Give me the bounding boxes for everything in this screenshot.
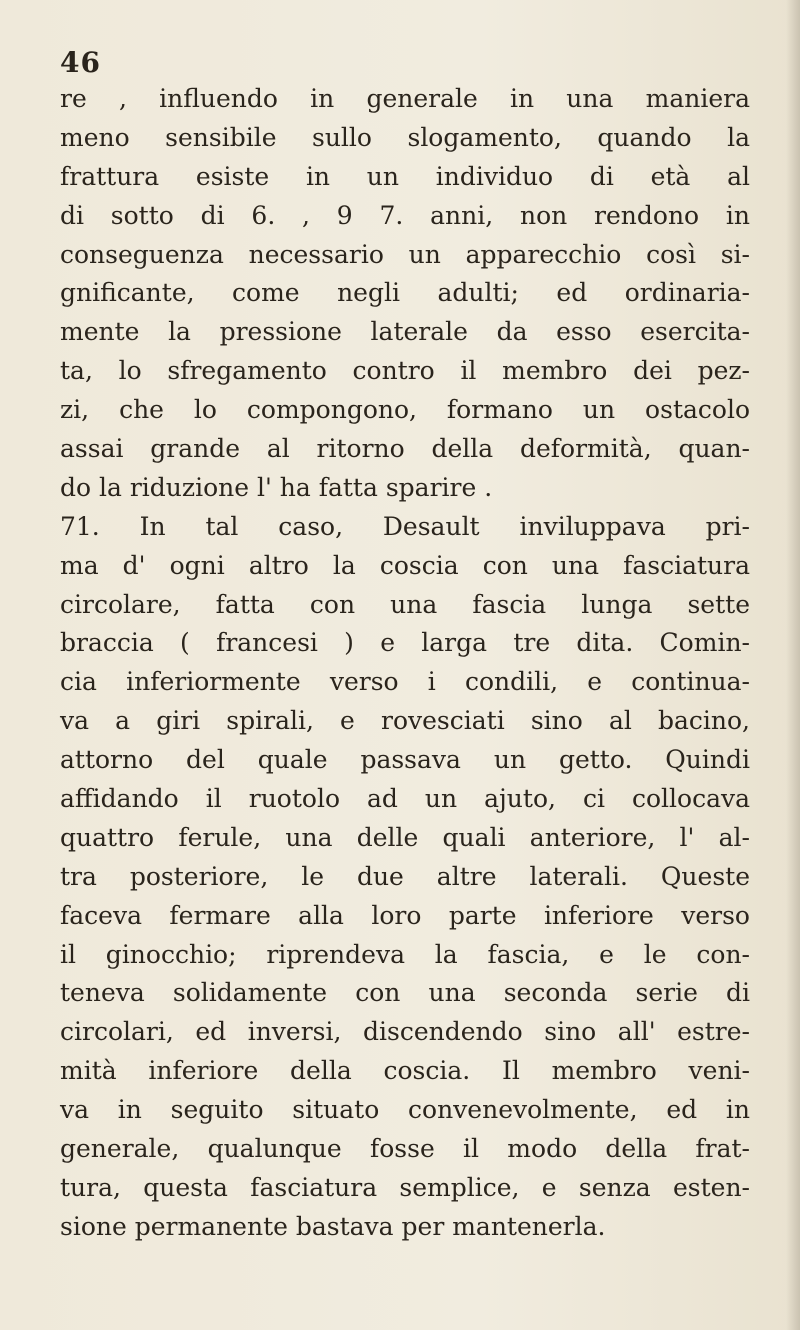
text-line: tra posteriore, le due altre laterali. Queste	[60, 861, 750, 891]
text-line: frattura esiste in un individuo di età al	[60, 161, 750, 191]
text-line: tura, questa fasciatura semplice, e senza esten-	[60, 1172, 750, 1202]
text-line: conseguenza necessario un apparecchio così si-	[60, 239, 750, 269]
text-line: va a giri spirali, e rovesciati sino al bacino,	[60, 706, 750, 736]
text-line: mente la pressione laterale da esso esercita-	[60, 317, 750, 347]
text-line: re , influendo in generale in una maniera	[60, 84, 750, 113]
text-line: mità inferiore della coscia. Il membro veni-	[60, 1056, 750, 1086]
text-line: teneva solidamente con una seconda serie di	[60, 978, 750, 1008]
text-line: zi, che lo compongono, formano un ostacolo	[60, 395, 750, 425]
text-line: sione permanente bastava per mantenerla.	[60, 1211, 606, 1241]
text-line: gnificante, come negli adulti; ed ordinaria-	[60, 278, 750, 308]
text-line: quattro ferule, una delle quali anteriore, l' al-	[60, 822, 750, 852]
text-line: generale, qualunque fosse il modo della frat-	[60, 1134, 750, 1164]
text-line: va in seguito situato convenevolmente, ed in	[60, 1095, 750, 1125]
text-line: ta, lo sfregamento contro il membro dei pez-	[60, 356, 750, 386]
text-line: assai grande al ritorno della deformità, quan-	[60, 434, 750, 464]
text-line: affidando il ruotolo ad un ajuto, ci collocava	[60, 784, 750, 814]
text-line: attorno del quale passava un getto. Quindi	[60, 745, 750, 775]
text-line: circolari, ed inversi, discendendo sino all' estre-	[60, 1017, 750, 1047]
page-number: 46	[60, 46, 101, 79]
text-line: do la riduzione l' ha fatta sparire .	[60, 472, 493, 502]
text-line: circolare, fatta con una fascia lunga sette	[60, 589, 750, 619]
text-line: il ginocchio; riprendeva la fascia, e le con-	[60, 939, 750, 969]
text-line: di sotto di 6. , 9 7. anni, non rendono in	[60, 200, 750, 230]
page-edge-shadow	[786, 0, 800, 1330]
text-line: cia inferiormente verso i condili, e continua-	[60, 667, 750, 697]
text-line: ma d' ogni altro la coscia con una fasciatura	[60, 550, 750, 580]
body-text	[60, 80, 750, 1247]
text-line: 71. In tal caso, Desault inviluppava pri-	[60, 511, 750, 541]
text-line: faceva fermare alla loro parte inferiore verso	[60, 900, 750, 930]
text-line: meno sensibile sullo slogamento, quando la	[60, 122, 750, 152]
text-line: braccia ( francesi ) e larga tre dita. Comin-	[60, 628, 750, 658]
